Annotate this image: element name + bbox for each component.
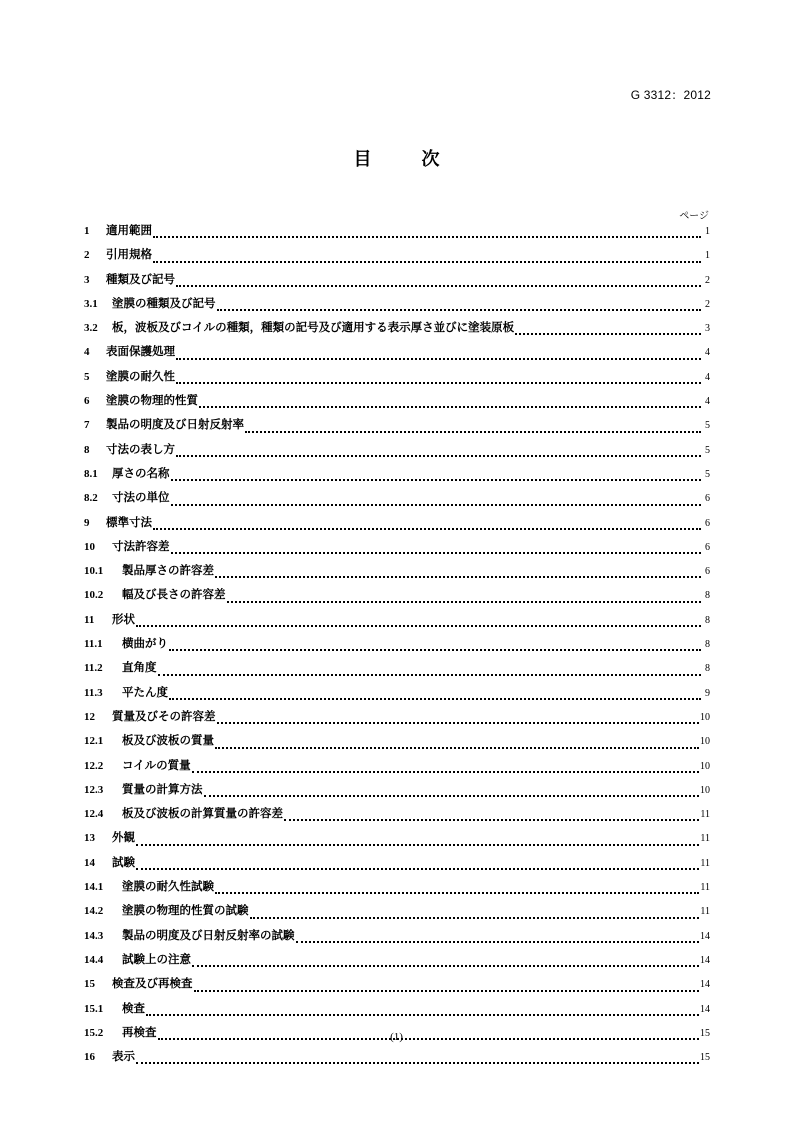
toc-entry-label: 塗膜の物理的性質 xyxy=(106,393,198,408)
toc-entry-number: 15.2 xyxy=(84,1026,104,1039)
leader-dots xyxy=(204,795,700,797)
toc-entry-label: 厚さの名称 xyxy=(112,465,170,480)
toc-entry-number: 7 xyxy=(84,419,90,432)
leader-dots xyxy=(153,528,701,530)
toc-entry-page: 6 xyxy=(705,566,710,578)
toc-entry-number: 1 xyxy=(84,225,90,237)
toc-entry-page: 10 xyxy=(700,736,710,748)
leader-dots xyxy=(153,261,701,263)
toc-entry[interactable] xyxy=(84,343,710,367)
leader-dots xyxy=(215,892,699,894)
toc-entry-label: 再検査 xyxy=(122,1024,157,1039)
toc-entry-label: 横曲がり xyxy=(122,636,168,651)
toc-entry-label: 検査 xyxy=(122,1000,145,1015)
toc-entry-number: 14.3 xyxy=(84,929,104,942)
toc-entry[interactable] xyxy=(84,538,710,562)
toc-entry[interactable] xyxy=(84,222,710,246)
toc-entry-page: 15 xyxy=(700,1027,710,1039)
toc-entry-label: 塗膜の耐久性 xyxy=(106,368,175,383)
toc-entry-page: 6 xyxy=(705,493,710,505)
toc-entry-number: 9 xyxy=(84,516,90,529)
leader-dots xyxy=(245,431,701,433)
toc-entry-number: 10.1 xyxy=(84,565,104,578)
toc-entry-page: 3 xyxy=(705,323,710,335)
leader-dots xyxy=(176,285,701,287)
toc-entry-label: 塗膜の耐久性試験 xyxy=(122,879,214,894)
toc-entry[interactable] xyxy=(84,951,710,975)
toc-entry-label: 質量の計算方法 xyxy=(122,781,203,796)
toc-entry-page: 1 xyxy=(705,226,710,237)
toc-entry-number: 12.1 xyxy=(84,735,104,748)
leader-dots xyxy=(194,990,700,992)
toc-entry-page: 6 xyxy=(705,541,710,553)
toc-entry[interactable] xyxy=(84,1048,710,1072)
toc-entry-label: 試験 xyxy=(112,854,135,869)
toc-entry[interactable] xyxy=(84,392,710,416)
toc-entry-page: 1 xyxy=(705,250,710,262)
toc-entry-number: 3.1 xyxy=(84,297,98,310)
toc-entry-number: 15.1 xyxy=(84,1002,104,1015)
toc-entry-page: 10 xyxy=(700,711,710,723)
toc-entry[interactable] xyxy=(84,514,710,538)
leader-dots xyxy=(169,698,701,700)
toc-entry-number: 3 xyxy=(84,273,90,286)
toc-entry-page: 5 xyxy=(705,420,710,432)
leader-dots xyxy=(192,965,699,967)
toc-entry-label: 形状 xyxy=(112,611,135,626)
leader-dots xyxy=(136,1062,699,1064)
toc-entry-page: 11 xyxy=(700,809,710,821)
toc-entry-label: 幅及び長さの許容差 xyxy=(122,587,226,602)
toc-entry-page: 8 xyxy=(705,663,710,675)
footer-page-number: (1) xyxy=(390,1031,403,1043)
toc-entry-number: 12.4 xyxy=(84,808,104,821)
leader-dots xyxy=(217,722,700,724)
leader-dots xyxy=(171,552,702,554)
toc-entry-number: 13 xyxy=(84,832,95,845)
toc-entry-label: 試験上の注意 xyxy=(122,951,191,966)
toc-entry-label: 平たん度 xyxy=(122,684,168,699)
leader-dots xyxy=(215,747,699,749)
toc-entry-page: 11 xyxy=(700,906,710,918)
toc-entry-page: 15 xyxy=(700,1052,710,1064)
toc-entry-page: 5 xyxy=(705,468,710,480)
toc-entry-label: コイルの質量 xyxy=(122,757,191,772)
toc-entry[interactable] xyxy=(84,829,710,853)
toc-entry[interactable] xyxy=(84,854,710,878)
leader-dots xyxy=(169,649,701,651)
toc-entry-page: 9 xyxy=(705,687,710,699)
toc-entry-page: 14 xyxy=(700,954,710,966)
toc-entry[interactable] xyxy=(84,416,710,440)
toc-entry[interactable] xyxy=(84,319,710,343)
toc-entry[interactable] xyxy=(84,708,710,732)
toc-entry-number: 10.2 xyxy=(84,589,104,602)
toc-entry-page: 4 xyxy=(705,347,710,359)
leader-dots xyxy=(515,333,701,335)
toc-entry[interactable] xyxy=(84,295,710,319)
leader-dots xyxy=(136,868,699,870)
toc-entry-number: 14 xyxy=(84,856,95,869)
toc-entry-number: 14.4 xyxy=(84,953,104,966)
toc-entry[interactable] xyxy=(84,611,710,635)
toc-entry[interactable] xyxy=(84,684,710,708)
toc-entry-label: 寸法許容差 xyxy=(112,538,170,553)
toc-entry-label: 板及び波板の質量 xyxy=(122,733,214,748)
toc-entry-number: 8 xyxy=(84,443,90,456)
toc-entry-number: 11.3 xyxy=(84,686,103,699)
toc-entry-page: 2 xyxy=(705,274,710,286)
toc-entry-page: 8 xyxy=(705,614,710,626)
toc-entry-label: 引用規格 xyxy=(106,247,152,262)
leader-dots xyxy=(250,917,700,919)
toc-entry[interactable] xyxy=(84,975,710,999)
toc-entry-page: 11 xyxy=(700,882,710,894)
leader-dots xyxy=(136,625,701,627)
toc-entry-label: 寸法の単位 xyxy=(112,490,170,505)
toc-entry-label: 直角度 xyxy=(122,660,157,675)
leader-dots xyxy=(176,358,701,360)
toc-entry[interactable] xyxy=(84,635,710,659)
toc-entry-page: 2 xyxy=(705,298,710,310)
toc-entry-label: 製品の明度及び日射反射率 xyxy=(106,417,244,432)
toc-entry-number: 4 xyxy=(84,346,90,359)
leader-dots xyxy=(176,382,701,384)
leader-dots xyxy=(217,309,702,311)
toc-entry-label: 製品厚さの許容差 xyxy=(122,563,214,578)
toc-entry[interactable] xyxy=(84,1000,710,1024)
toc-entry-label: 種類及び記号 xyxy=(106,271,175,286)
toc-entry[interactable] xyxy=(84,246,710,270)
toc-entry-page: 11 xyxy=(700,857,710,869)
toc-entry-label: 塗膜の物理的性質の試験 xyxy=(122,903,249,918)
leader-dots xyxy=(171,479,702,481)
toc-entry-number: 2 xyxy=(84,249,90,262)
toc-entry-page: 8 xyxy=(705,590,710,602)
leader-dots xyxy=(215,576,701,578)
toc-entry-page: 5 xyxy=(705,444,710,456)
toc-entry-label: 質量及びその許容差 xyxy=(112,708,216,723)
leader-dots xyxy=(176,455,701,457)
toc-entry-page: 14 xyxy=(700,1003,710,1015)
leader-dots xyxy=(136,844,699,846)
document-id: G 3312：2012 xyxy=(630,88,711,102)
toc-entry-page: 4 xyxy=(705,371,710,383)
toc-entry-label: 塗膜の種類及び記号 xyxy=(112,295,216,310)
toc-entry-page: 8 xyxy=(705,639,710,651)
toc-entry-label: 板及び波板の計算質量の許容差 xyxy=(122,806,283,821)
toc-entry[interactable] xyxy=(84,805,710,829)
toc-entry-label: 製品の明度及び日射反射率の試験 xyxy=(122,927,295,942)
toc-entry-page: 4 xyxy=(705,396,710,408)
leader-dots xyxy=(284,819,699,821)
toc-entry-number: 10 xyxy=(84,540,95,553)
toc-entry[interactable] xyxy=(84,659,710,683)
toc-entry-page: 14 xyxy=(700,979,710,991)
leader-dots xyxy=(146,1014,699,1016)
toc-entry[interactable] xyxy=(84,878,710,902)
page-title: 目 次 xyxy=(353,149,456,170)
toc-entry[interactable] xyxy=(84,465,710,489)
toc-entry-number: 8.1 xyxy=(84,467,98,480)
leader-dots xyxy=(227,601,702,603)
toc-entry-number: 11.2 xyxy=(84,662,103,675)
leader-dots xyxy=(171,504,702,506)
toc-entry-label: 表面保護処理 xyxy=(106,344,175,359)
toc-entry-number: 16 xyxy=(84,1051,95,1064)
toc-entry-number: 12.3 xyxy=(84,783,104,796)
toc-entry-label: 板，波板及びコイルの種類，種類の記号及び適用する表示厚さ並びに塗装原板 xyxy=(112,320,515,335)
toc-entry-number: 11.1 xyxy=(84,638,103,651)
toc-entry-page: 11 xyxy=(700,833,710,845)
toc-entry-label: 検査及び再検査 xyxy=(112,976,193,991)
toc-entry-number: 12 xyxy=(84,710,95,723)
toc-entry[interactable] xyxy=(84,441,710,465)
toc-entry[interactable] xyxy=(84,489,710,513)
leader-dots xyxy=(153,236,701,238)
toc-entry-label: 寸法の表し方 xyxy=(106,441,175,456)
toc-entry-page: 14 xyxy=(700,930,710,942)
toc-entry-number: 14.1 xyxy=(84,881,104,894)
leader-dots xyxy=(296,941,700,943)
toc-entry[interactable] xyxy=(84,562,710,586)
toc-entry-number: 15 xyxy=(84,978,95,991)
leader-dots xyxy=(158,674,702,676)
toc-entry[interactable] xyxy=(84,902,710,926)
toc-entry-number: 5 xyxy=(84,370,90,383)
toc-entry-label: 標準寸法 xyxy=(106,514,152,529)
table-of-contents xyxy=(84,222,710,1072)
toc-entry-page: 6 xyxy=(705,517,710,529)
toc-entry[interactable] xyxy=(84,368,710,392)
toc-entry-number: 3.2 xyxy=(84,322,98,335)
toc-entry-page: 10 xyxy=(700,760,710,772)
leader-dots xyxy=(199,406,701,408)
toc-entry[interactable] xyxy=(84,927,710,951)
toc-entry-number: 11 xyxy=(84,613,95,626)
toc-entry-number: 8.2 xyxy=(84,492,98,505)
leader-dots xyxy=(192,771,699,773)
toc-entry-label: 外観 xyxy=(112,830,135,845)
toc-entry-number: 12.2 xyxy=(84,759,104,772)
toc-entry[interactable] xyxy=(84,732,710,756)
toc-entry[interactable] xyxy=(84,757,710,781)
toc-entry-number: 6 xyxy=(84,395,90,408)
toc-entry-label: 表示 xyxy=(112,1049,135,1064)
toc-entry-number: 14.2 xyxy=(84,905,104,918)
toc-entry-page: 10 xyxy=(700,784,710,796)
toc-entry[interactable] xyxy=(84,586,710,610)
toc-entry[interactable] xyxy=(84,781,710,805)
toc-entry[interactable] xyxy=(84,271,710,295)
page-column-label: ページ xyxy=(679,211,709,222)
toc-entry-label: 適用範囲 xyxy=(106,223,152,237)
